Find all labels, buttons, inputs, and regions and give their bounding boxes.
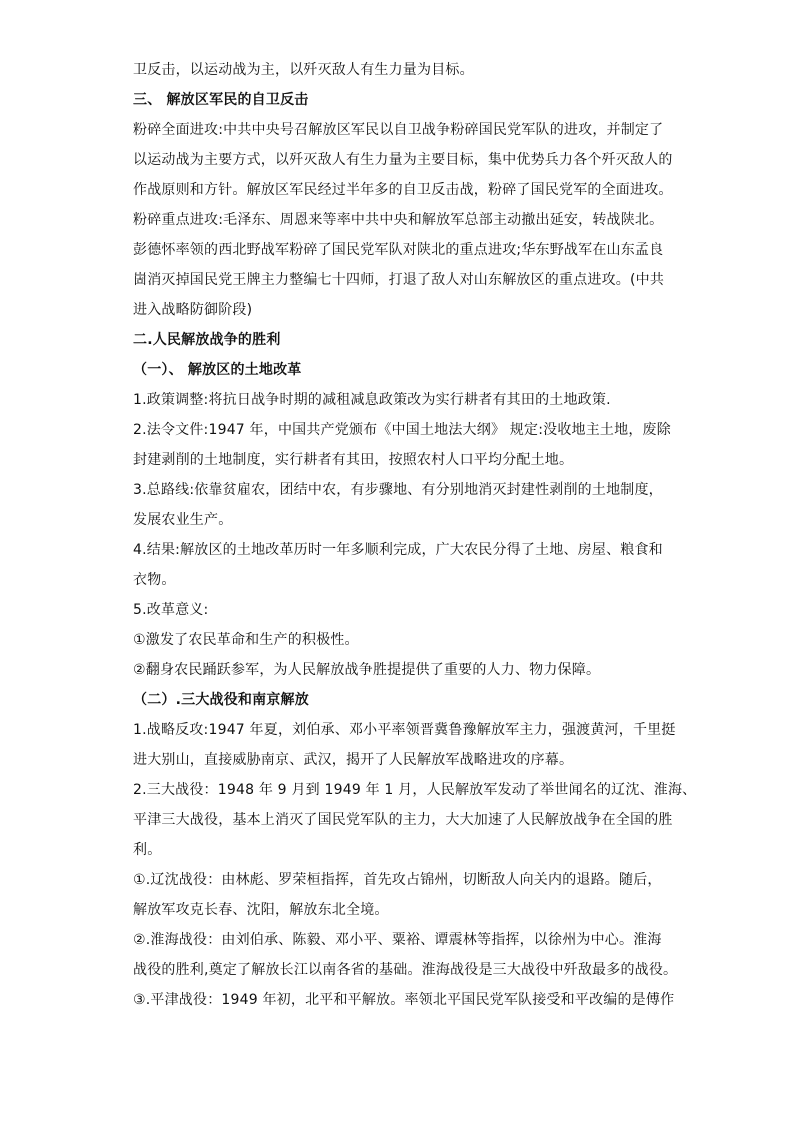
section-heading: 三、 解放区军民的自卫反击: [133, 92, 309, 108]
text-line: 2.三大战役：1948 年 9 月到 1949 年 1 月，人民解放军发动了举世闻名的辽沈、淮海、: [133, 782, 697, 798]
text-line: ②翻身农民踊跃参军，为人民解放战争胜提提供了重要的人力、物力保障。: [133, 662, 601, 678]
text-line: 彭德怀率领的西北野战军粉碎了国民党军队对陕北的重点进攻;华东野战军在山东孟良: [133, 242, 664, 258]
text-line: 进入战略防御阶段): [133, 302, 253, 318]
text-line: 解放军攻克长春、沈阳，解放东北全境。: [133, 902, 389, 918]
text-line: 进大别山，直接威胁南京、武汉，揭开了人民解放军战略进攻的序幕。: [133, 752, 574, 768]
text-line: 1.政策调整:将抗日战争时期的减租减息政策改为实行耕者有其田的土地政策.: [133, 392, 611, 408]
text-line: 以运动战为主要方式，以歼灭敌人有生力量为主要目标，集中优势兵力各个歼灭敌人的: [133, 152, 673, 168]
subsection-heading: （一）、 解放区的土地改革: [133, 362, 302, 378]
document-body: [133, 60, 697, 1020]
text-line: 发展农业生产。: [133, 512, 233, 528]
text-line: 作战原则和方针。解放区军民经过半年多的自卫反击战，粉碎了国民党军的全面进攻。: [133, 182, 673, 198]
text-line: 利。: [133, 842, 162, 858]
text-line: 5.改革意义:: [133, 602, 209, 618]
text-line: 衣物。: [133, 572, 176, 588]
text-line: ①.辽沈战役：由林彪、罗荣桓指挥，首先攻占锦州，切断敌人向关内的退路。随后，: [133, 872, 662, 888]
text-line: 4.结果:解放区的土地改革历时一年多顺利完成，广大农民分得了土地、房屋、粮食和: [133, 542, 663, 558]
text-line: 2.法令文件:1947 年，中国共产党颁布《中国土地法大纲》 规定:没收地主土地，废除: [133, 422, 671, 438]
text-line: 卫反击，以运动战为主，以歼灭敌人有生力量为目标。: [133, 62, 474, 78]
text-line: 封建剥削的土地制度，实行耕者有其田，按照农村人口平均分配土地。: [133, 452, 574, 468]
text-line: 战役的胜利,奠定了解放长江以南各省的基础。淮海战役是三大战役中歼敌最多的战役。: [133, 962, 678, 978]
section-heading: 二.人民解放战争的胜利: [133, 332, 281, 348]
text-line: ③.平津战役：1949 年初，北平和平解放。率领北平国民党军队接受和平改编的是傅作: [133, 992, 675, 1008]
text-line: 粉碎重点进攻:毛泽东、周恩来等率中共中央和解放军总部主动撤出延安，转战陕北。: [133, 212, 664, 228]
text-line: 平津三大战役，基本上消灭了国民党军队的主力，大大加速了人民解放战争在全国的胜: [133, 812, 673, 828]
text-line: 崮消灭掉国民党王牌主力整编七十四师，打退了敌人对山东解放区的重点进攻。(中共: [133, 272, 665, 288]
subsection-heading: （二）.三大战役和南京解放: [133, 692, 309, 708]
text-line: 粉碎全面进攻:中共中央号召解放区军民以自卫战争粉碎国民党军队的进攻，并制定了: [133, 122, 664, 138]
text-line: 1.战略反攻:1947 年夏，刘伯承、邓小平率领晋冀鲁豫解放军主力，强渡黄河，千里挺: [133, 722, 676, 738]
text-line: ①激发了农民革命和生产的积极性。: [133, 632, 359, 648]
text-line: ②.淮海战役：由刘伯承、陈毅、邓小平、粟裕、谭震林等指挥，以徐州为中心。淮海: [133, 932, 662, 948]
text-line: 3.总路线:依靠贫雇农，团结中农，有步骤地、有分别地消灭封建性剥削的土地制度，: [133, 482, 663, 498]
